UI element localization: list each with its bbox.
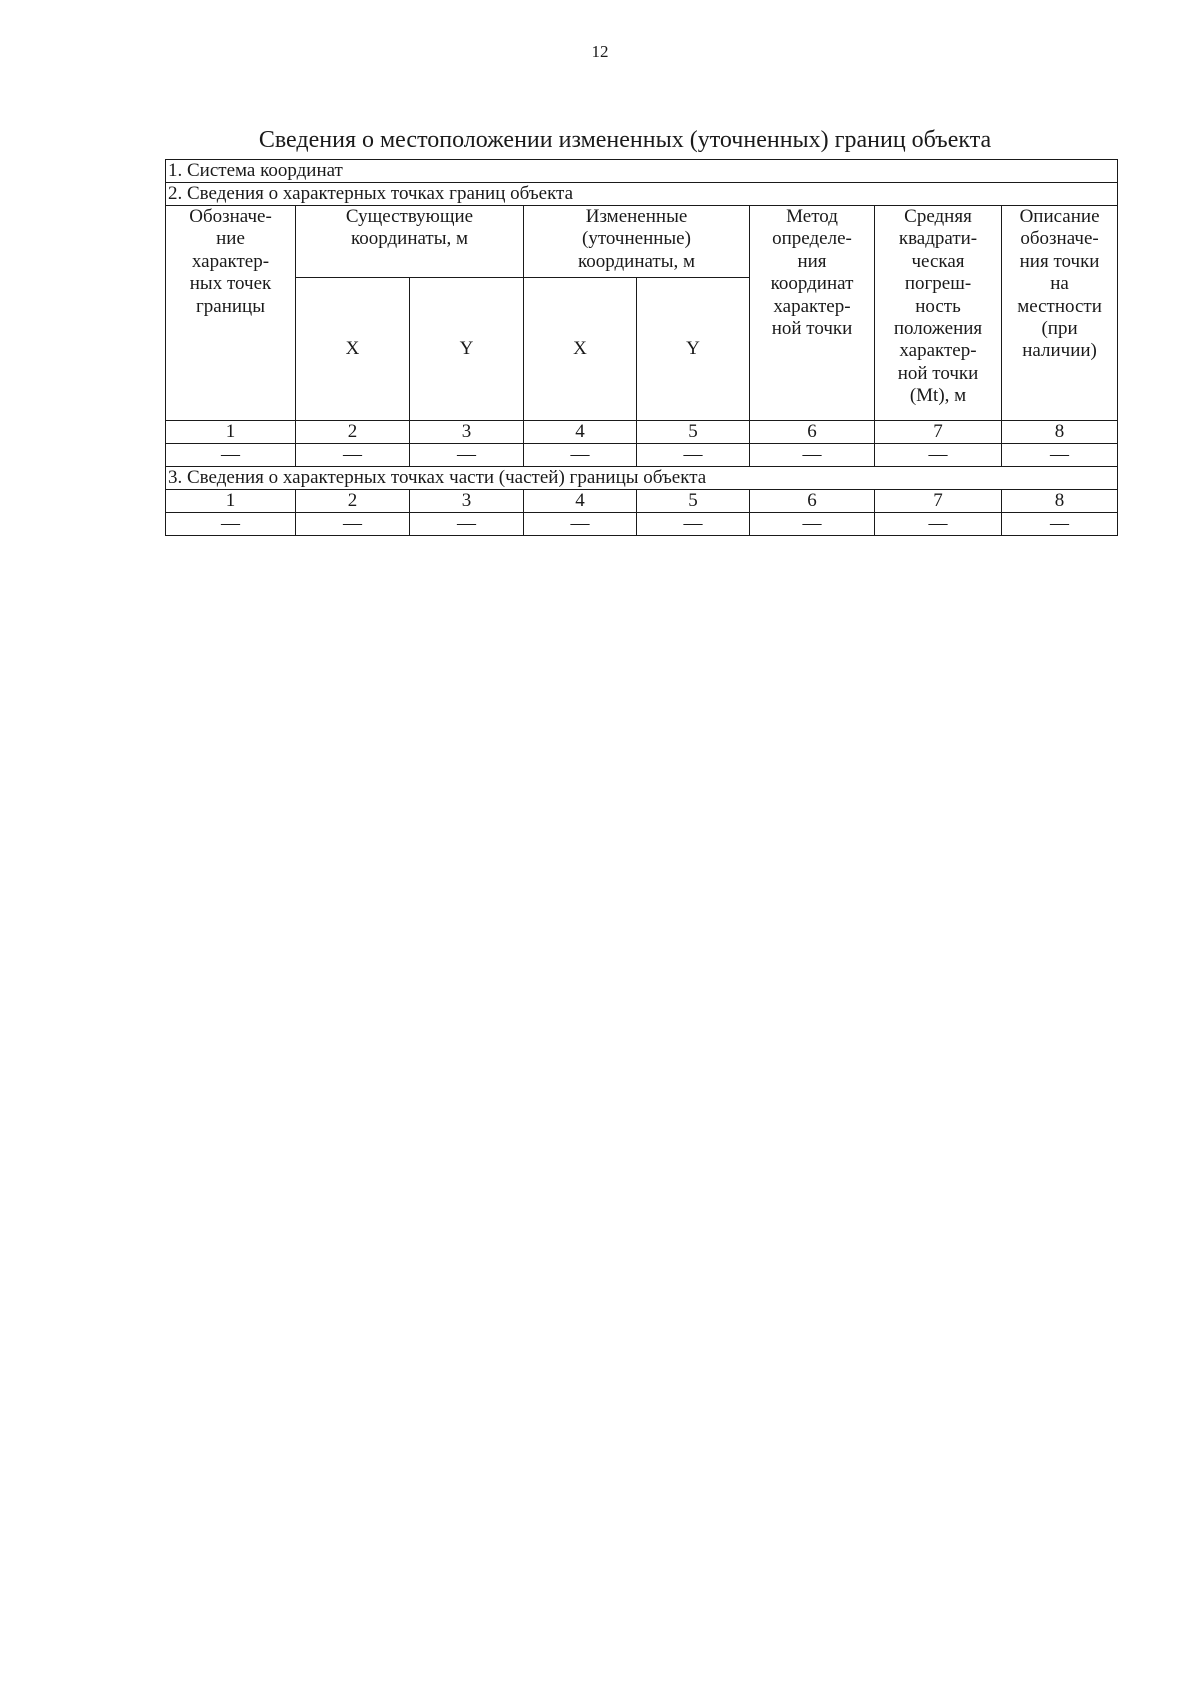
- empty-cell: —: [1002, 444, 1118, 467]
- header-text: Метод: [786, 206, 838, 227]
- table-row: [166, 444, 1118, 467]
- header-changed-y: Y: [637, 278, 750, 421]
- header-text: Описание: [1019, 206, 1100, 227]
- header-determination-method: [750, 206, 875, 421]
- column-number: 5: [637, 490, 750, 513]
- header-existing-x: X: [296, 278, 410, 421]
- header-mean-square-error: [875, 206, 1002, 421]
- empty-cell: —: [875, 444, 1002, 467]
- header-text: местности: [1017, 295, 1102, 317]
- empty-cell: —: [750, 513, 875, 536]
- header-text: (Mt), м: [909, 385, 967, 407]
- column-number: 6: [750, 490, 875, 513]
- header-text: характер-: [191, 250, 270, 272]
- header-point-designation: [166, 206, 296, 421]
- header-text: координаты, м: [350, 228, 469, 250]
- header-text: квадрати-: [898, 228, 978, 250]
- header-text: обозначе-: [1020, 228, 1099, 250]
- empty-cell: —: [524, 513, 637, 536]
- empty-cell: —: [296, 513, 410, 536]
- column-number: 2: [296, 421, 410, 444]
- section-title-coordinate-system: 1. Система координат: [166, 160, 1118, 183]
- header-text: характер-: [773, 295, 851, 317]
- column-number: 8: [1002, 421, 1118, 444]
- empty-cell: —: [410, 444, 524, 467]
- column-number: 7: [875, 490, 1002, 513]
- empty-cell: —: [1002, 513, 1118, 536]
- column-number: 7: [875, 421, 1002, 444]
- header-text: ние: [216, 228, 245, 250]
- empty-cell: —: [166, 513, 296, 536]
- empty-cell: —: [296, 444, 410, 467]
- document-title: Сведения о местоположении измененных (уточненных) границ объекта: [258, 127, 992, 153]
- table-row: [166, 513, 1118, 536]
- column-number: 4: [524, 421, 637, 444]
- column-number: 5: [637, 421, 750, 444]
- section-row-boundary-points: [166, 183, 1118, 206]
- column-number: 8: [1002, 490, 1118, 513]
- header-changed-coordinates: [524, 206, 750, 278]
- column-number: 1: [166, 490, 296, 513]
- empty-cell: —: [524, 444, 637, 467]
- section-title-boundary-part-points: 3. Сведения о характерных точках части (частей) границы объекта: [166, 467, 1118, 490]
- section-row-coordinate-system: [166, 160, 1118, 183]
- header-row: [166, 206, 1118, 278]
- empty-cell: —: [637, 444, 750, 467]
- header-text: погреш-: [904, 273, 972, 295]
- header-text: ных точек: [189, 273, 272, 295]
- column-number: 6: [750, 421, 875, 444]
- header-text: ния: [797, 250, 827, 272]
- empty-cell: —: [410, 513, 524, 536]
- header-existing-coordinates: [296, 206, 524, 278]
- header-text: Существующие: [345, 206, 474, 227]
- empty-cell: —: [637, 513, 750, 536]
- header-text: ческая: [911, 250, 965, 272]
- header-text: (при: [1041, 318, 1078, 340]
- header-changed-x: X: [524, 278, 637, 421]
- header-text: Измененные: [585, 206, 688, 227]
- header-text: (уточненные): [582, 228, 691, 250]
- empty-cell: —: [875, 513, 1002, 536]
- header-text: ной точки: [771, 318, 853, 340]
- header-text: Средняя: [904, 206, 972, 227]
- section-row-boundary-part-points: [166, 467, 1118, 490]
- header-text: координаты, м: [577, 250, 696, 272]
- column-number: 4: [524, 490, 637, 513]
- section-title-boundary-points: 2. Сведения о характерных точках границ объекта: [166, 183, 1118, 206]
- header-text: ной точки: [897, 362, 979, 384]
- header-text: Обозначе-: [189, 206, 272, 227]
- header-text: характер-: [899, 340, 977, 362]
- header-text: на: [1050, 273, 1069, 295]
- page-number: 12: [591, 42, 609, 61]
- header-text: координат: [770, 273, 854, 295]
- boundary-info-table: [165, 159, 1118, 536]
- column-number: 2: [296, 490, 410, 513]
- header-point-description: [1002, 206, 1118, 421]
- header-text: ность: [915, 295, 961, 317]
- header-text: положения: [893, 318, 983, 340]
- column-number-row: [166, 421, 1118, 444]
- column-number-row: [166, 490, 1118, 513]
- header-text: наличии): [1022, 340, 1097, 362]
- header-text: границы: [196, 295, 265, 317]
- header-text: ния точки: [1019, 250, 1100, 272]
- header-text: определе-: [772, 228, 852, 250]
- empty-cell: —: [166, 444, 296, 467]
- empty-cell: —: [750, 444, 875, 467]
- header-existing-y: Y: [410, 278, 524, 421]
- column-number: 3: [410, 421, 524, 444]
- column-number: 1: [166, 421, 296, 444]
- column-number: 3: [410, 490, 524, 513]
